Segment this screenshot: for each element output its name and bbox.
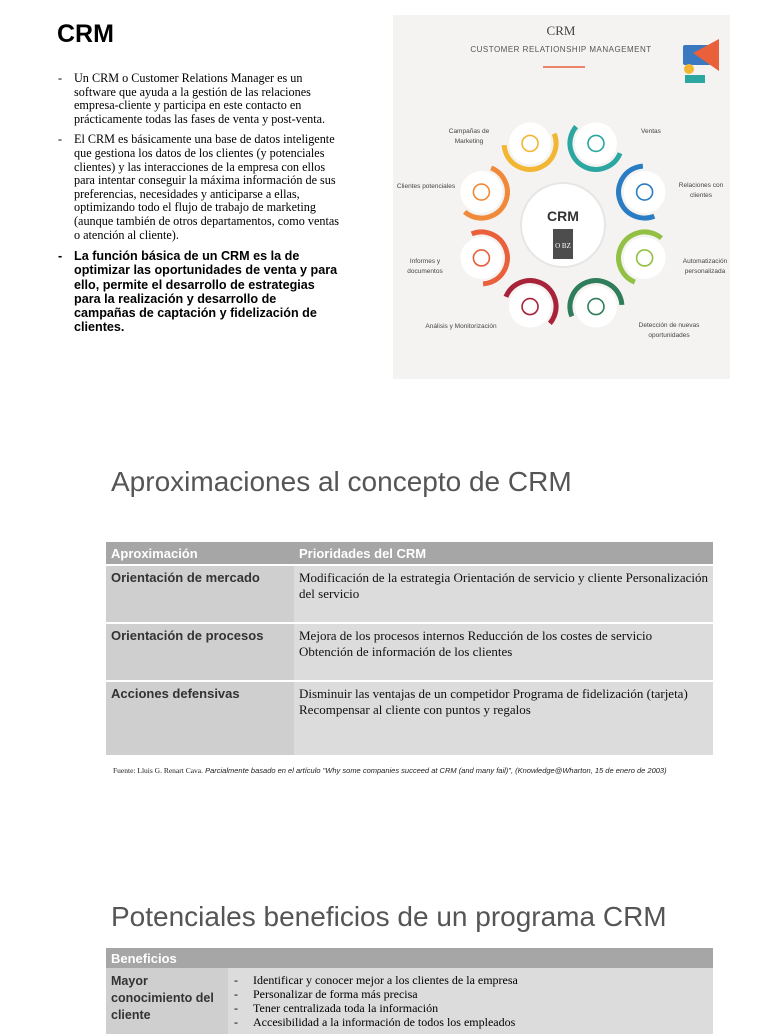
benefit-items-cell xyxy=(228,968,713,1034)
benefit-cell: Mayor conocimiento del cliente xyxy=(106,968,228,1034)
center-logo-text: O BZ xyxy=(555,242,571,250)
priorities-cell: Mejora de los procesos internos Reducción de los costes de servicio Obtención de información de los clientes xyxy=(294,623,713,681)
item-circle xyxy=(624,171,666,213)
benefits-table xyxy=(106,948,713,1034)
item-circle xyxy=(460,171,502,213)
approach-cell: Orientación de mercado xyxy=(106,565,294,623)
item-circle xyxy=(460,237,502,279)
infographic-subtitle: CUSTOMER RELATIONSHIP MANAGEMENT xyxy=(470,45,652,54)
column-header: Beneficios xyxy=(106,948,228,968)
infographic-item xyxy=(407,224,515,292)
infographic-item xyxy=(397,158,515,226)
item-circle xyxy=(509,122,551,164)
approach-cell: Orientación de procesos xyxy=(106,623,294,681)
table-row xyxy=(106,681,713,755)
infographic-item xyxy=(611,158,724,226)
table-row xyxy=(106,623,713,681)
table-header-row xyxy=(106,542,713,565)
table-row xyxy=(106,968,713,1034)
slide1-title: CRM xyxy=(57,20,114,48)
list-item: - La función básica de un CRM es la de optimizar las oportunidades de venta y para ello, permite el desarrollo de estrategias para la realización y desarrollo de campañas de captación y fidelización de clientes. xyxy=(58,249,338,335)
column-header xyxy=(228,948,713,968)
priorities-cell: Disminuir las ventajas de un competidor Programa de fidelización (tarjeta) Recompensar al cliente con puntos y regalos xyxy=(294,681,713,755)
item-circle xyxy=(624,237,666,279)
item-label: Detección de nuevas oportunidades xyxy=(638,322,700,339)
source-note: Fuente: Lluis G. Renart Cava. Parcialmente basado en el artículo "Why some companies succeed at CRM (and many fail)", (Knowledge@Wharton, 15 de enero de 2003) xyxy=(113,766,667,775)
approach-cell: Acciones defensivas xyxy=(106,681,294,755)
priorities-cell: Modificación de la estrategia Orientación de servicio y cliente Personalización del servicio xyxy=(294,565,713,623)
infographic-item xyxy=(562,110,662,178)
item-label: Informes y documentos xyxy=(407,258,443,275)
table-header-row xyxy=(106,948,713,968)
slide3-title: Potenciales beneficios de un programa CRM xyxy=(111,901,667,932)
list-item: - Un CRM o Customer Relations Manager es un software que ayuda a la gestión de las relaciones empresa-cliente y participa en este contacto en prácticamente todas las fases de venta y post-venta. xyxy=(58,71,326,126)
center-label: CRM xyxy=(547,208,579,224)
item-label: Automatización personalizada xyxy=(682,258,728,275)
crm-infographic xyxy=(393,15,730,379)
column-header: Aproximación xyxy=(106,542,294,565)
item-label: Análisis y Monitorización xyxy=(425,323,497,330)
crm-bullet-list xyxy=(58,72,340,341)
list-item: - El CRM es básicamente una base de datos inteligente que gestiona los datos de los clientes (y potenciales clientes) y las interacciones de la empresa con ellos para intentar conseguir la máxima información de sus preferencias, necesidades y anticiparse a ellas, optimizando todo el flujo de trabajo de marketing (aunque también de otros departamentos, como ventas o atención al cliente). xyxy=(58,132,339,242)
crm-infographic-svg xyxy=(393,15,730,379)
table-row xyxy=(106,565,713,623)
item-label: Ventas xyxy=(641,128,661,135)
megaphone-icon xyxy=(683,39,719,83)
infographic-item xyxy=(449,110,564,178)
item-circle xyxy=(509,286,551,328)
item-circle xyxy=(575,122,617,164)
list-item: - Tener centralizada toda la información xyxy=(234,1001,439,1015)
list-item: - Identificar y conocer mejor a los clientes de la empresa xyxy=(234,973,518,987)
approaches-table xyxy=(106,542,713,755)
item-label: Relaciones con clientes xyxy=(678,182,724,199)
item-circle xyxy=(575,286,617,328)
benefit-items xyxy=(234,973,708,1029)
item-label: Campañas de Marketing xyxy=(448,128,490,145)
list-item: - Personalizar de forma más precisa xyxy=(234,987,418,1001)
list-item: - Accesibilidad a la información de todos los empleados xyxy=(234,1015,516,1029)
slide2-title: Aproximaciones al concepto de CRM xyxy=(111,466,572,497)
column-header: Prioridades del CRM xyxy=(294,542,713,565)
infographic-item xyxy=(611,224,728,292)
infographic-title: CRM xyxy=(546,23,576,38)
item-label: Clientes potenciales xyxy=(396,183,456,190)
